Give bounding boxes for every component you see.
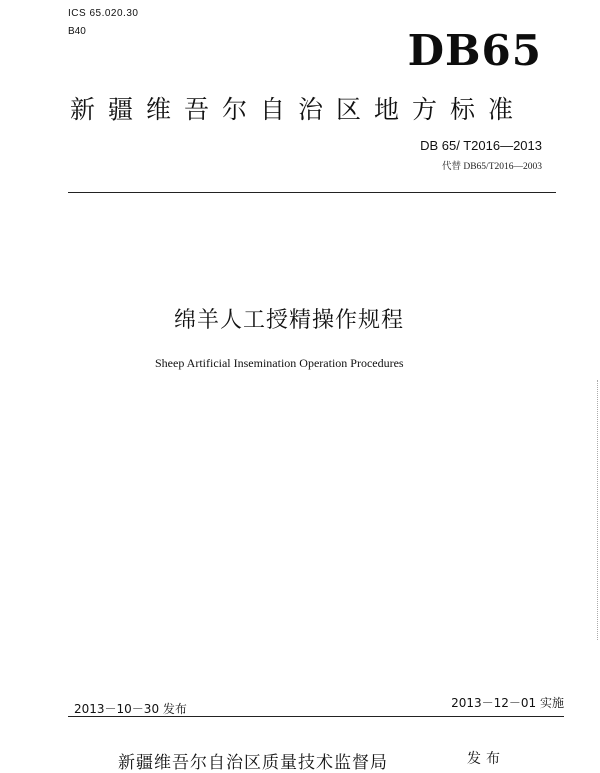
issue-label: 发布 bbox=[467, 751, 505, 767]
document-title-english: Sheep Artificial Insemination Operation Procedures bbox=[155, 356, 404, 370]
footer-divider bbox=[68, 716, 564, 717]
scan-edge-dots bbox=[597, 380, 598, 640]
header-divider bbox=[68, 192, 556, 193]
issuing-authority: 新疆维吾尔自治区质量技术监督局 bbox=[118, 753, 388, 773]
ics-code: ICS 65.020.30 bbox=[68, 8, 139, 19]
standard-type: 新疆维吾尔自治区地方标准 bbox=[70, 95, 527, 124]
implementation-date: 2013－12－01 实施 bbox=[451, 696, 564, 710]
replaces-standard: 代替 DB65/T2016—2003 bbox=[441, 162, 542, 172]
document-title-chinese: 绵羊人工授精操作规程 bbox=[174, 308, 405, 333]
classification-code: B40 bbox=[68, 26, 86, 37]
standard-number: DB 65/ T2016—2013 bbox=[420, 138, 542, 153]
publish-date: 2013－10－30 发布 bbox=[74, 702, 187, 716]
standard-logo: DB65 bbox=[407, 26, 542, 75]
